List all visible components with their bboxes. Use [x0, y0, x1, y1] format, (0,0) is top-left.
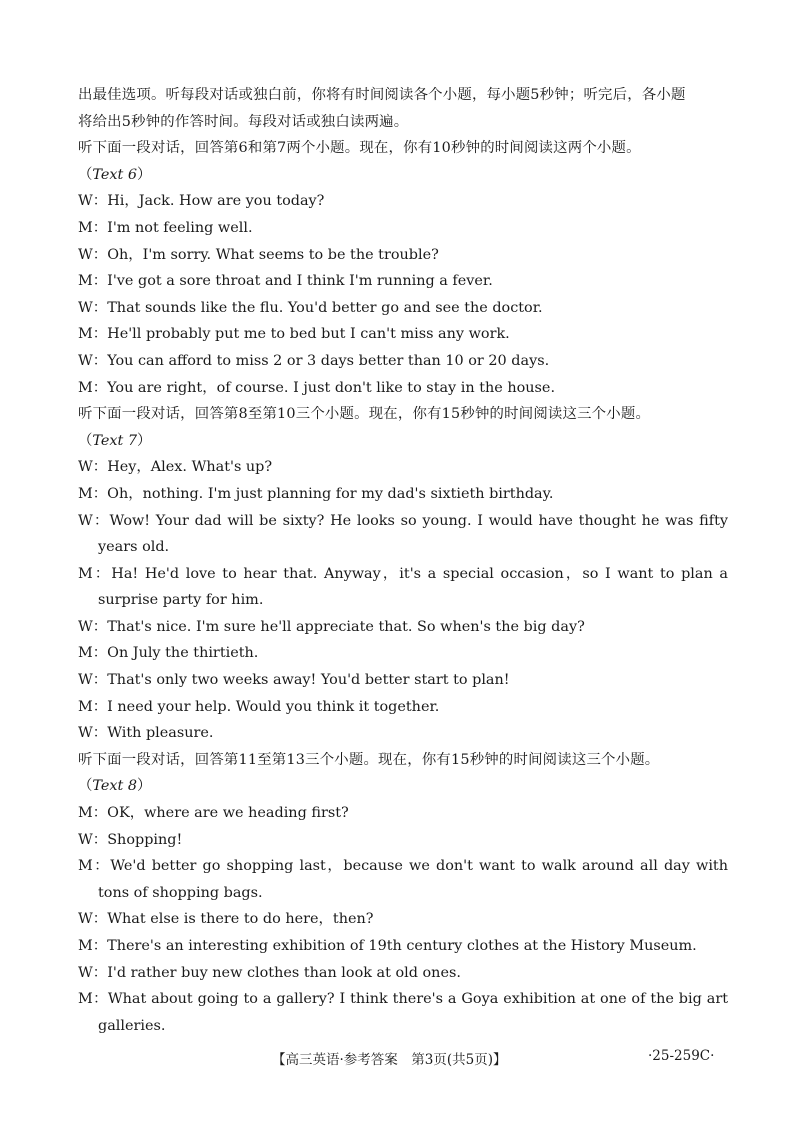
dialogue-sections	[78, 135, 728, 1039]
speaker-separator: ：	[92, 379, 108, 396]
page-footer	[0, 1048, 800, 1072]
speaker-separator: ：	[92, 485, 108, 502]
speaker-separator: ：	[92, 618, 108, 635]
speaker-separator: ：	[92, 645, 108, 662]
speaker-separator: ：	[92, 964, 108, 981]
speaker-label: W	[78, 964, 93, 981]
dialogue-line	[78, 640, 728, 667]
text-label-close: ）	[137, 166, 152, 183]
speaker-label: W	[78, 618, 93, 635]
utterance-text: You can afford to miss 2 or 3 days better than 10 or 20 days.	[107, 352, 550, 369]
dialogue-line	[78, 268, 728, 295]
utterance-text: Wow! Your dad will be sixty? He looks so young. I would have thought he was fifty years old.	[98, 512, 728, 556]
instruction-line-1: 出最佳选项。听每段对话或独白前，你将有时间阅读各个小题，每小题5秒钟；听完后，各小题	[78, 87, 686, 103]
dialogue-line	[78, 800, 728, 827]
dialogue-line	[78, 508, 728, 561]
dialogue-line	[78, 986, 728, 1039]
dialogue-line	[78, 481, 728, 508]
section-intro: 听下面一段对话，回答第11至第13三个小题。现在，你有15秒钟的时间阅读这三个小题。	[78, 751, 660, 768]
speaker-label: M	[78, 645, 93, 662]
document-page	[78, 82, 728, 1039]
speaker-label: W	[78, 246, 93, 263]
dialogue-line	[78, 853, 728, 906]
utterance-text: Hey，Alex. What's up?	[107, 459, 273, 476]
dialogue-line	[78, 561, 728, 614]
text-label-open: （	[78, 432, 93, 449]
speaker-label: W	[78, 831, 93, 848]
utterance-text: You are right，of course. I just don't like to stay in the house.	[107, 379, 556, 396]
text-label-open: （	[78, 778, 93, 795]
dialogue-line	[78, 215, 728, 242]
utterance-text: There's an interesting exhibition of 19th century clothes at the History Museum.	[107, 938, 697, 954]
speaker-label: M	[78, 219, 93, 236]
text-label-close: ）	[137, 778, 152, 795]
speaker-separator: ：	[92, 911, 108, 928]
speaker-label: W	[78, 299, 93, 316]
text-label-name: Text 6	[92, 166, 138, 183]
utterance-text: I'm not feeling well.	[107, 219, 253, 236]
utterance-text: I'd rather buy new clothes than look at old ones.	[107, 964, 461, 981]
utterance-text: That sounds like the flu. You'd better go and see the doctor.	[107, 299, 543, 316]
text-label	[78, 428, 728, 455]
speaker-label: M	[78, 858, 93, 875]
utterance-text: I need your help. Would you think it together.	[107, 698, 440, 715]
speaker-label: W	[78, 725, 93, 742]
utterance-text: OK，where are we heading first?	[107, 805, 349, 822]
utterance-text: What about going to a gallery? I think there's a Goya exhibition at one of the big art galleries.	[98, 991, 728, 1034]
dialogue-line	[78, 348, 728, 375]
speaker-label: M	[78, 326, 93, 343]
speaker-separator: ：	[92, 858, 111, 875]
speaker-label: M	[78, 379, 93, 396]
utterance-text: What else is there to do here，then?	[107, 911, 374, 928]
speaker-label: W	[78, 459, 93, 476]
speaker-label: M	[78, 698, 93, 715]
dialogue-line	[78, 454, 728, 481]
dialogue-line	[78, 188, 728, 215]
dialogue-line	[78, 960, 728, 987]
dialogue-line	[78, 667, 728, 694]
dialogue-line	[78, 933, 728, 960]
speaker-separator: ：	[92, 246, 108, 263]
utterance-text: Oh，I'm sorry. What seems to be the trouble?	[107, 246, 439, 263]
speaker-separator: ：	[92, 352, 108, 369]
speaker-separator: ：	[92, 831, 108, 848]
speaker-label: W	[78, 193, 93, 210]
speaker-separator: ：	[92, 219, 108, 236]
speaker-separator: ：	[92, 299, 108, 316]
utterance-text: That's only two weeks away! You'd better start to plan!	[107, 672, 510, 689]
speaker-separator: ：	[92, 698, 108, 715]
speaker-separator: ：	[92, 672, 108, 689]
utterance-text: We'd better go shopping last，because we don't want to walk around all day with tons of shopping bags.	[98, 858, 728, 901]
text-label-close: ）	[137, 432, 152, 449]
speaker-label: W	[78, 352, 93, 369]
section-intro: 听下面一段对话，回答第6和第7两个小题。现在，你有10秒钟的时间阅读这两个小题。	[78, 140, 641, 157]
dialogue-line	[78, 321, 728, 348]
speaker-separator: ：	[92, 512, 110, 529]
utterance-text: With pleasure.	[107, 725, 214, 742]
utterance-text: Ha! He'd love to hear that. Anyway，it's a special occasion，so I want to plan a surprise party for him.	[98, 565, 728, 609]
speaker-separator: ：	[92, 326, 108, 343]
speaker-separator: ：	[92, 193, 108, 210]
speaker-separator: ：	[92, 725, 108, 742]
dialogue-line	[78, 694, 728, 721]
dialogue-line	[78, 906, 728, 933]
text-label-open: （	[78, 166, 93, 183]
dialogue-line	[78, 375, 728, 402]
speaker-label: M	[78, 273, 93, 290]
text-label	[78, 773, 728, 800]
dialogue-line	[78, 295, 728, 322]
utterance-text: That's nice. I'm sure he'll appreciate that. So when's the big day?	[107, 618, 585, 635]
utterance-text: On July the thirtieth.	[107, 645, 259, 662]
instruction-line-2: 将给出5秒钟的作答时间。每段对话或独白读两遍。	[78, 113, 409, 130]
speaker-separator: ：	[92, 565, 112, 582]
text-label-name: Text 7	[92, 432, 138, 449]
footer-code: ·25-259C·	[648, 1048, 715, 1064]
text-label-name: Text 8	[92, 778, 138, 795]
utterance-text: Hi，Jack. How are you today?	[107, 193, 325, 210]
speaker-label: M	[78, 938, 93, 954]
dialogue-line	[78, 720, 728, 747]
speaker-label: M	[78, 565, 93, 582]
utterance-text: I've got a sore throat and I think I'm running a fever.	[107, 273, 493, 290]
dialogue-line	[78, 614, 728, 641]
speaker-separator: ：	[92, 273, 108, 290]
footer-title: 【高三英语·参考答案 第3页(共5页)】	[272, 1052, 507, 1068]
speaker-separator: ：	[92, 991, 108, 1008]
speaker-label: W	[78, 512, 93, 529]
text-label	[78, 162, 728, 189]
speaker-label: M	[78, 805, 93, 822]
dialogue-line	[78, 242, 728, 269]
speaker-separator: ：	[92, 459, 108, 476]
speaker-separator: ：	[92, 938, 108, 954]
speaker-label: W	[78, 672, 93, 689]
speaker-label: M	[78, 485, 93, 502]
utterance-text: He'll probably put me to bed but I can't miss any work.	[107, 326, 510, 343]
dialogue-line	[78, 827, 728, 854]
utterance-text: Oh，nothing. I'm just planning for my dad's sixtieth birthday.	[107, 485, 554, 502]
utterance-text: Shopping!	[107, 831, 183, 848]
speaker-label: M	[78, 991, 93, 1008]
speaker-separator: ：	[92, 805, 108, 822]
section-intro: 听下面一段对话，回答第8至第10三个小题。现在，你有15秒钟的时间阅读这三个小题。	[78, 406, 651, 423]
speaker-label: W	[78, 911, 93, 928]
